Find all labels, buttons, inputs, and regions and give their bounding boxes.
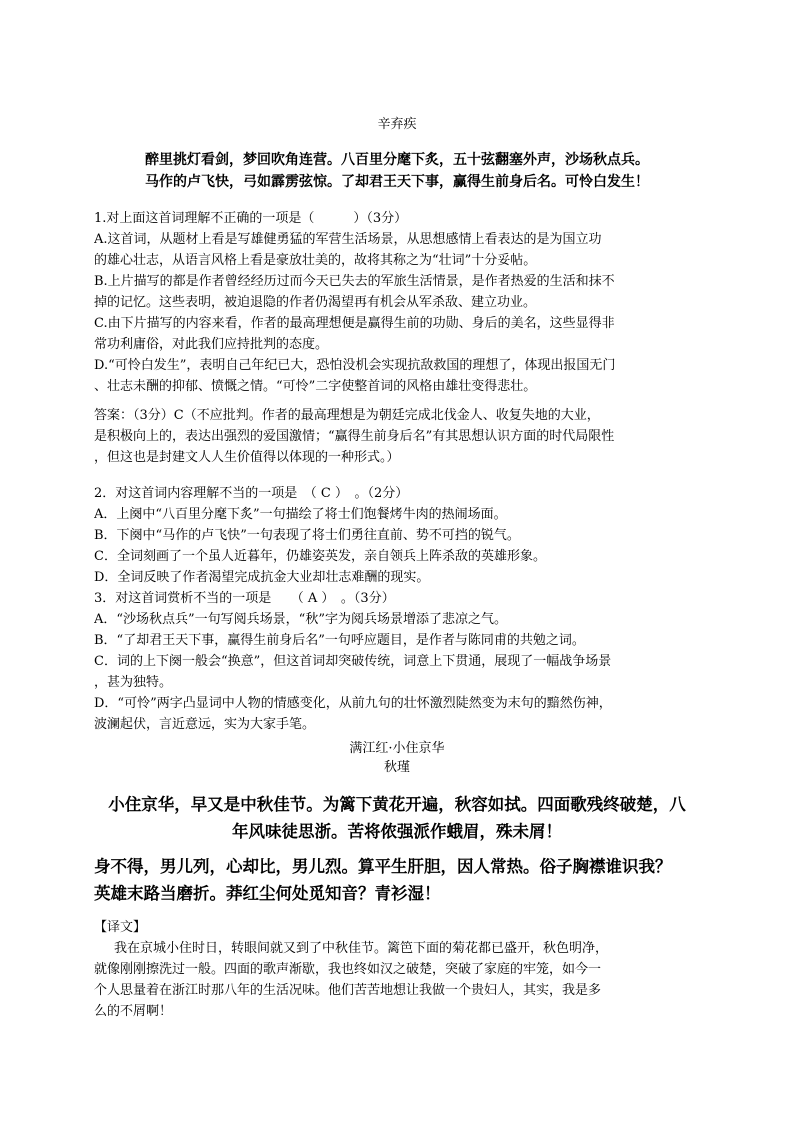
- poem2-heading: [94, 739, 700, 777]
- poem-line: 年风味徒思浙。苦将侬强派作蛾眉，殊未屑！: [232, 822, 562, 841]
- translation-block: [94, 917, 700, 1022]
- poem1-body: [94, 149, 700, 193]
- question-1: [94, 208, 700, 397]
- poem2-author: 秋瑾: [383, 760, 410, 775]
- translation-line: 我在京城小住时日，转眼间就又到了中秋佳节。篱笆下面的菊花都已盛开，秋色明净，: [114, 941, 609, 956]
- poem-line: 马作的卢飞快，弓如霹雳弦惊。了却君王天下事，赢得生前身后名。可怜白发生！: [145, 174, 649, 190]
- answer-line: 是积极向上的，表达出强烈的爱国激情；“赢得生前身后名”有其思想认识方面的时代局限性: [94, 429, 615, 444]
- poem1-author: 辛弃疾: [377, 117, 417, 132]
- poem-line: 英雄末路当磨折。莽红尘何处觅知音？青衫湿！: [94, 884, 441, 903]
- poem-line: 醉里挑灯看剑，梦回吹角连营。八百里分麾下炙，五十弦翻塞外声，沙场秋点兵。: [145, 152, 649, 168]
- option-line: 常功利庸俗，对此我们应持批判的态度。: [94, 337, 329, 352]
- poem-line: 身不得，男儿列，心却比，男儿烈。算平生肝胆，因人常热。俗子胸襟谁识我？: [94, 857, 672, 876]
- option-line: 波澜起伏，言近意远，实为大家手笔。: [94, 717, 316, 732]
- question-stem: 2．对这首词内容理解不当的一项是 （ C ） 。（2分）: [94, 486, 409, 501]
- option-line: D.“可怜白发生”，表明自己年纪已大，恐怕没机会实现抗敌救国的理想了，体现出报国无门: [94, 358, 616, 373]
- option-line: D．全词反映了作者渴望完成抗金大业却壮志难酬的现实。: [94, 570, 430, 585]
- answer-block: [94, 405, 700, 468]
- option-line: C．词的上下阕一般会“换意”，但这首词却突破传统，词意上下贯通，展现了一幅战争场景: [94, 654, 612, 669]
- answer-line: ，但这也是封建文人人生价值得以体现的一种形式。）: [94, 450, 400, 465]
- option-line: A.这首词，从题材上看是写雄健勇猛的军营生活场景，从思想感情上看表达的是为国立功: [94, 232, 602, 247]
- poem-line: 小住京华，早又是中秋佳节。为篱下黄花开遍，秋容如拭。四面歌残终破楚，八: [108, 795, 686, 814]
- translation-line: 么的不屑啊！: [94, 1004, 173, 1019]
- option-line: 、壮志未酬的抑郁、愤慨之情。“可怜”二字使整首词的风格由雄壮变得悲壮。: [94, 379, 537, 394]
- question-stem: 3．对这首词赏析不当的一项是 （ A ） 。（3分）: [94, 591, 395, 606]
- translation-line: 个人思量着在浙江时那八年的生活况味。他们苦苦地想让我做一个贵妇人，其实，我是多: [94, 983, 602, 998]
- option-line: D．“可怜”两字凸显词中人物的情感变化，从前九句的壮怀激烈陡然变为末句的黯然伤神，: [94, 696, 612, 711]
- answer-line: 答案：（3分）C（不应批判。作者的最高理想是为朝廷完成北伐金人、收复失地的大业，: [94, 408, 600, 423]
- option-line: 的雄心壮志，从语言风格上看是豪放壮美的，故将其称之为“壮词”十分妥帖。: [94, 253, 537, 268]
- translation-line: 就像刚刚擦洗过一般。四面的歌声渐歇，我也终如汉之破楚，突破了家庭的牢笼，如今一: [94, 962, 602, 977]
- option-line: C．全词刻画了一个虽人近暮年，仍雄姿英发，亲自领兵上阵杀敌的英雄形象。: [94, 549, 546, 564]
- translation-header: 【译文】: [94, 920, 147, 935]
- option-line: B．下阕中“马作的卢飞快”一句表现了将士们勇往直前、势不可挡的锐气。: [94, 528, 520, 543]
- option-line: ，甚为独特。: [94, 675, 173, 690]
- option-line: A．“沙场秋点兵”一句写阅兵场景，“秋”字为阅兵场景增添了悲凉之气。: [94, 612, 507, 627]
- option-line: B.上片描写的都是作者曾经经历过而今天已失去的军旅生活情景，是作者热爱的生活和抹不: [94, 274, 615, 289]
- option-line: B．“了却君王天下事，赢得生前身后名”一句呼应题目，是作者与陈同甫的共勉之词。: [94, 633, 585, 648]
- question-3: [94, 588, 700, 735]
- question-stem: 1.对上面这首词理解不正确的一项是（ ）（3分）: [94, 211, 408, 226]
- poem2-stanza-2: [94, 853, 700, 907]
- option-line: 掉的记忆。这些表明，被迫退隐的作者仍渴望再有机会从军杀敌、建立功业。: [94, 295, 537, 310]
- option-line: C.由下片描写的内容来看，作者的最高理想便是赢得生前的功勋、身后的美名，这些显得非: [94, 316, 615, 331]
- option-line: A．上阕中“八百里分麾下炙”一句描绘了将士们饱餐烤牛肉的热闹场面。: [94, 507, 507, 522]
- question-2: [94, 483, 700, 588]
- poem2-stanza-1: [94, 791, 700, 845]
- poem2-title: 满江红·小住京华: [349, 741, 445, 756]
